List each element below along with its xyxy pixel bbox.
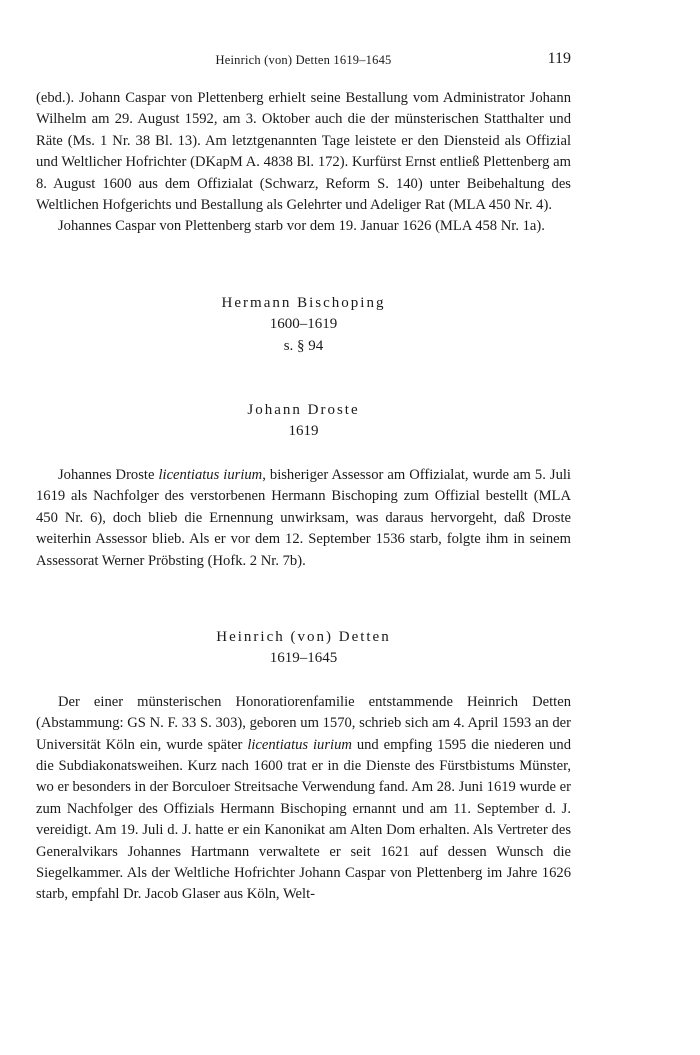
running-title: Heinrich (von) Detten 1619–1645 — [215, 53, 392, 67]
section-spacer — [36, 238, 571, 293]
detten-text-start: Der einer münsterischen Honoratiorenfamilie entstammende Heinrich Detten (Abstammung: GS N. F. 33 S. 303), geboren um 1570, schrieb sich am 4. April 1593 an der Universität Köln ein, wurde später — [36, 693, 571, 753]
droste-text-start: Johannes Droste — [58, 466, 159, 483]
section-spacer — [36, 670, 571, 692]
detten-paragraph — [36, 692, 571, 906]
detten-italic-term: licentiatus iurium — [247, 736, 352, 753]
section-spacer — [36, 443, 571, 465]
droste-text-rest: , bisheriger Assessor am Offizialat, wurde am 5. Juli 1619 als Nachfolger des verstorbenen Hermann Bischoping zum Offizial bestellt (MLA 450 Nr. 6), doch blieb die Ernennung unwirksam, was daraus hervorgeht, daß Droste weiterhin Assessor blieb. Als er vor dem 12. September 1536 starb, folgte ihm in seinem Assessorat Werner Pröbsting (Hofk. 2 Nr. 7b). — [36, 466, 571, 569]
page-number: 119 — [547, 50, 571, 67]
section-heading-detten: Heinrich (von) Detten — [216, 628, 391, 645]
running-head — [36, 50, 571, 72]
section-heading-bischoping: Hermann Bischoping — [221, 294, 386, 311]
detten-text-rest: und empfing 1595 die niederen und die Subdiakonatsweihen. Kurz nach 1600 trat er in die Dienste des Fürstbistums Münster, wo er besonders in der Borculoer Streitsache Verwendung fand. Am 28. Juni 1619 wurde er zum Nachfolger des Offizials Hermann Bischoping ernannt und am 11. September d. J. vereidigt. Am 19. Juli d. J. hatte er ein Kanonikat am Alten Dom erhalten. Als Vertreter des Generalvikars Johannes Hartmann verwaltete er seit 1621 auf dessen Wunsch die Siegelkammer. Als der Weltliche Hofrichter Johann Caspar von Plettenberg im Jahre 1626 starb, empfahl Dr. Jacob Glaser aus Köln, Welt- — [36, 736, 571, 903]
section-heading-droste: Johann Droste — [247, 402, 360, 419]
continuation-paragraph: (ebd.). Johann Caspar von Plettenberg erhielt seine Bestallung vom Administrator Johann Wilhelm am 29. August 1592, am 3. Oktober auch die der münsterischen Statthalter und Räte (Ms. 1 Nr. 38 Bl. 13). Am letztgenannten Tage leistete er den Diensteid als Offizial und Weltlicher Hofrichter (DKapM A. 4838 Bl. 172). Kurfürst Ernst entließ Plettenberg am 8. August 1600 aus dem Offizialat (Schwarz, Reform S. 140) unter Beibehaltung des Weltlichen Hofgerichts und Bestallung als Gelehrter und Adeliger Rat (MLA 450 Nr. 4). — [36, 90, 571, 214]
body-text — [36, 88, 571, 906]
droste-paragraph — [36, 465, 571, 572]
section-spacer — [36, 572, 571, 627]
plettenberg-death-paragraph: Johannes Caspar von Plettenberg starb vor dem 19. Januar 1626 (MLA 458 Nr. 1a). — [58, 218, 545, 235]
section-years-droste: 1619 — [288, 423, 319, 440]
section-years-detten: 1619–1645 — [269, 650, 338, 667]
cross-reference-bischoping: s. § 94 — [283, 337, 324, 354]
droste-italic-term: licentiatus iurium — [158, 466, 263, 483]
section-spacer — [36, 357, 571, 400]
section-years-bischoping: 1600–1619 — [269, 316, 338, 333]
